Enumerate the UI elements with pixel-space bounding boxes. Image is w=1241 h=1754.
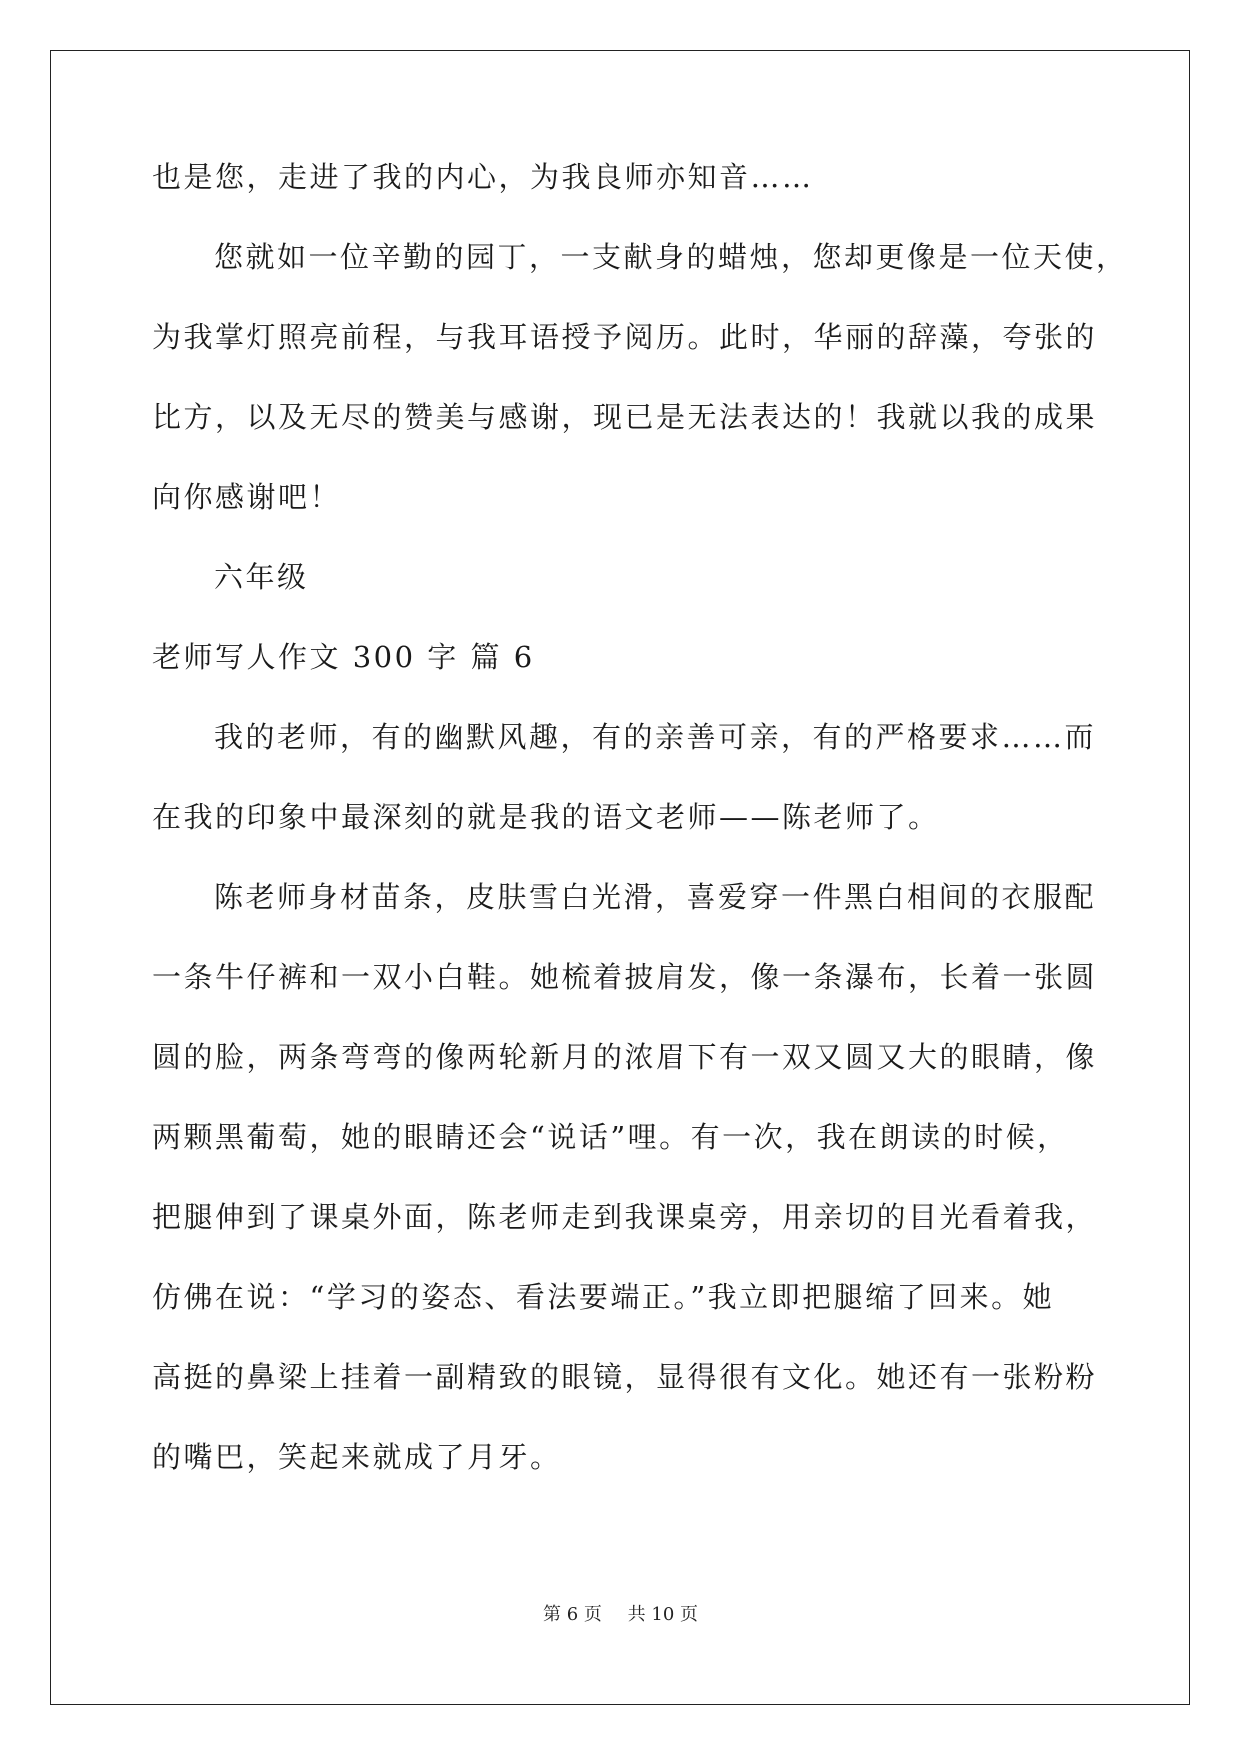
text-line: 一条牛仔裤和一双小白鞋。她梳着披肩发，像一条瀑布，长着一张圆 [152, 960, 1098, 994]
text-line: 我的老师，有的幽默风趣，有的亲善可亲，有的严格要求……而 [214, 720, 1097, 754]
text-line: 比方，以及无尽的赞美与感谢，现已是无法表达的！我就以我的成果 [152, 400, 1098, 434]
current-page-number: 第 6 页 [543, 1604, 602, 1625]
grade-label: 六年级 [214, 560, 309, 594]
text-line: 为我掌灯照亮前程，与我耳语授予阅历。此时，华丽的辞藻，夸张的 [152, 320, 1098, 354]
section-heading: 老师写人作文 300 字 篇 6 [152, 640, 535, 674]
text-line: 您就如一位辛勤的园丁，一支献身的蜡烛，您却更像是一位天使， [214, 240, 1128, 274]
text-line: 的嘴巴，笑起来就成了月牙。 [152, 1440, 562, 1474]
text-line: 圆的脸，两条弯弯的像两轮新月的浓眉下有一双又圆又大的眼睛，像 [152, 1040, 1098, 1074]
text-line: 仿佛在说：“学习的姿态、看法要端正。”我立即把腿缩了回来。她 [152, 1280, 1055, 1314]
text-line: 向你感谢吧！ [152, 480, 342, 514]
text-line: 陈老师身材苗条，皮肤雪白光滑，喜爱穿一件黑白相间的衣服配 [214, 880, 1097, 914]
text-line: 高挺的鼻梁上挂着一副精致的眼镜，显得很有文化。她还有一张粉粉 [152, 1360, 1098, 1394]
text-line: 在我的印象中最深刻的就是我的语文老师——陈老师了。 [152, 800, 940, 834]
total-page-count: 共 10 页 [627, 1604, 698, 1625]
text-line: 两颗黑葡萄，她的眼睛还会“说话”哩。有一次，我在朗读的时候， [152, 1120, 1069, 1154]
page-footer [0, 1600, 1241, 1626]
text-line: 把腿伸到了课桌外面，陈老师走到我课桌旁，用亲切的目光看着我， [152, 1200, 1098, 1234]
document-body [152, 160, 1128, 1520]
text-line: 也是您，走进了我的内心，为我良师亦知音…… [152, 160, 814, 194]
